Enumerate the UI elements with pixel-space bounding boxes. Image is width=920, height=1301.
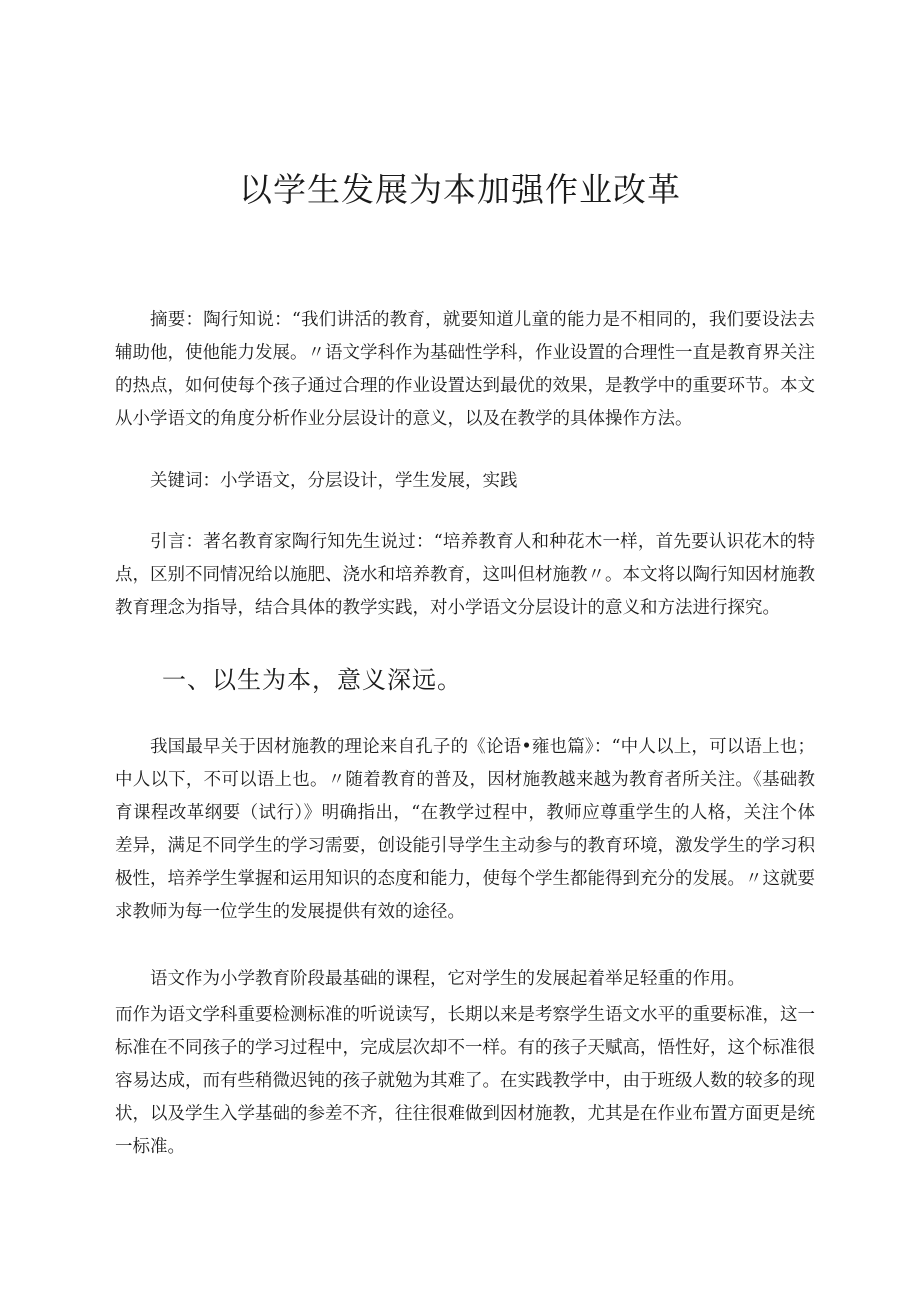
introduction-paragraph: 引言：著名教育家陶行知先生说过：“培养教育人和种花木一样，首先要认识花木的特点，区别不同情况给以施肥、浇水和培养教育，这叫但材施教〃。本文将以陶行知因材施教教育理念为指导，结合具体的教学实践，对小学语文分层设计的意义和方法进行探究。	[115, 532, 815, 618]
section-heading: 一、以生为本，意义深远。	[162, 666, 462, 694]
abstract-paragraph: 摘要：陶行知说：“我们讲活的教育，就要知道儿童的能力是不相同的，我们要设法去辅助他，使他能力发展。〃语文学科作为基础性学科，作业设置的合理性一直是教育界关注的热点，如何使每个孩子通过合理的作业设置达到最优的效果，是教学中的重要环节。本文从小学语文的角度分析作业分层设计的意义，以及在教学的具体操作方法。	[115, 310, 815, 429]
section-paragraph: 我国最早关于因材施教的理论来自孔子的《论语•雍也篇》：“中人以上，可以语上也；中人以下，不可以语上也。〃随着教育的普及，因材施教越来越为教育者所关注。《基础教育课程改革纲要（试行）》明确指出，“在教学过程中，教师应尊重学生的人格，关注个体差异，满足不同学生的学习需要，创设能引导学生主动参与的教育环境，激发学生的学习积极性，培养学生掌握和运用知识的态度和能力，使每个学生都能得到充分的发展。〃这就要求教师为每一位学生的发展提供有效的途径。	[115, 737, 815, 922]
document-title: 以学生发展为本加强作业改革	[239, 170, 681, 209]
section-paragraph-continued: 而作为语文学科重要检测标准的听说读写，长期以来是考察学生语文水平的重要标准，这一标准在不同孩子的学习过程中，完成层次却不一样。有的孩子天赋高，悟性好，这个标准很容易达成，而有些稍微迟钝的孩子就勉为其难了。在实践教学中，由于班级人数的较多的现状，以及学生入学基础的参差不齐，往往很难做到因材施教，尤其是在作业布置方面更是统一标准。	[115, 1005, 815, 1157]
section-paragraph-first-line: 语文作为小学教育阶段最基础的课程，它对学生的发展起着举足轻重的作用。	[150, 969, 745, 989]
keywords-paragraph: 关键词：小学语文，分层设计，学生发展，实践	[150, 471, 518, 491]
